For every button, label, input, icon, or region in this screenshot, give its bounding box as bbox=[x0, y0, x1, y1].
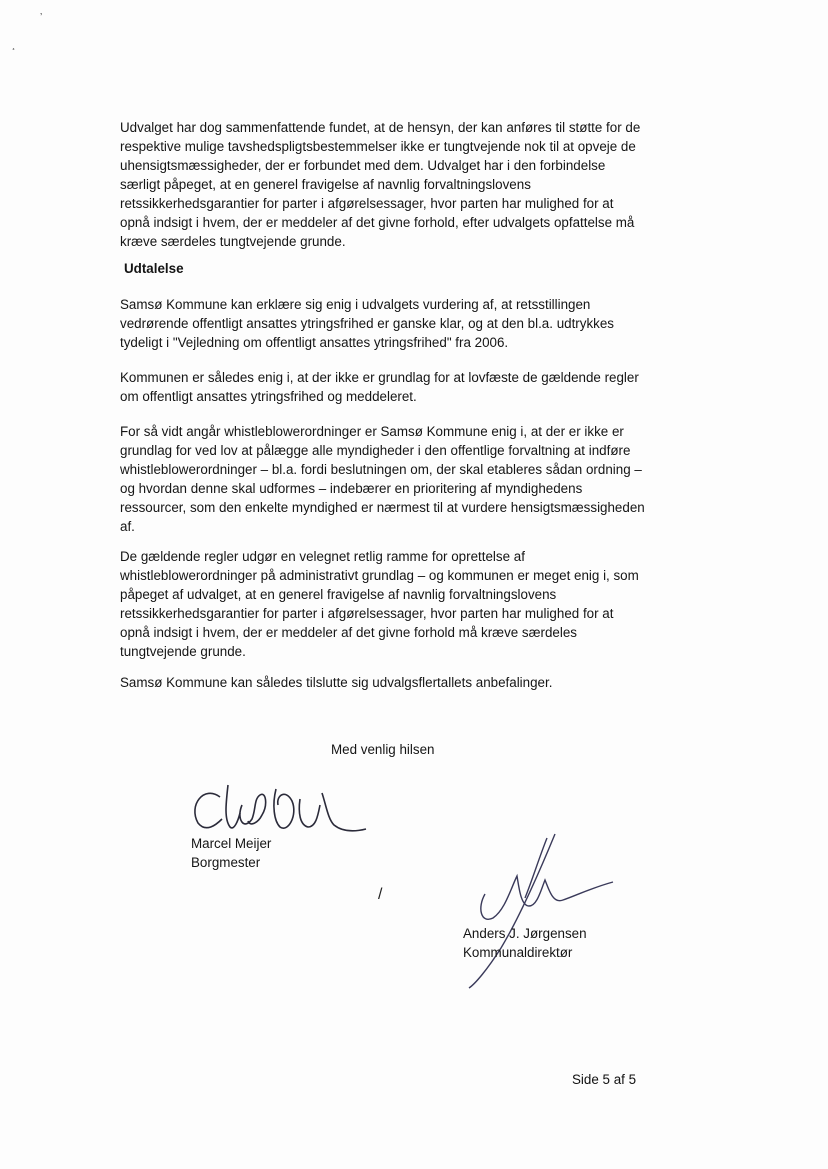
signatory-mayor bbox=[191, 834, 271, 872]
signature-director bbox=[455, 828, 625, 993]
paragraph-conclusion: Samsø Kommune kan således tilslutte sig udvalgsflertallets anbefalinger. bbox=[120, 675, 553, 690]
scan-speck: ¸ bbox=[12, 40, 16, 51]
page-number: Side 5 af 5 bbox=[572, 1072, 637, 1087]
signatory-name: Marcel Meijer bbox=[191, 836, 272, 851]
paragraph-whistleblower: For så vidt angår whistleblowerordninger er Samsø Kommune enig i, at der er ikke er grundlag for ved lov at pålægge alle myndigheder i den offentlige forvaltning at indføre whistleblowerordninger – bl.a. fordi beslutningen om, der skal etableres sådan ordning – og hvordan denne skal udformes – indebærer en prioritering af myndighedens ressourcer, som den enkelte myndighed er nærmest til at vurdere hensigtsmæssigheden af. bbox=[120, 424, 645, 534]
paragraph-no-legislation: Kommunen er således enig i, at der ikke er grundlag for at lovfæste de gældende regler om offentligt ansattes ytringsfrihed og meddeleret. bbox=[120, 370, 639, 404]
scan-speck: ’ bbox=[40, 12, 43, 23]
paragraph-legal-framework: De gældende regler udgør en velegnet retlig ramme for oprettelse af whistleblowerordninger på administrativt grundlag – og kommunen er meget enig i, som påpeget af udvalget, at en generel fravigelse af navnlig forvaltningslovens retssikkerhedsgarantier for parter i afgørelsessager, hvor parten har mulighed for at opnå indsigt i hvem, der er meddeler af det givne forhold må kræve særdeles tungtvejende grunde. bbox=[120, 549, 639, 659]
signatory-title: Borgmester bbox=[191, 855, 261, 870]
signatory-name: Anders J. Jørgensen bbox=[463, 926, 587, 941]
signatory-director bbox=[463, 924, 587, 962]
paragraph-agreement: Samsø Kommune kan erklære sig enig i udvalgets vurdering af, at retsstillingen vedrørende offentligt ansattes ytringsfrihed er ganske klar, og at den bl.a. udtrykkes tydeligt i "Vejledning om offentligt ansattes ytringsfrihed" fra 2006. bbox=[120, 297, 614, 350]
section-heading: Udtalelse bbox=[124, 261, 184, 276]
paragraph-committee-findings: Udvalget har dog sammenfattende fundet, at de hensyn, der kan anføres til støtte for de respektive mulige tavshedspligtsbestemmelser ikke er tungtvejende nok til at opveje de uhensigtsmæssigheder, der er forbundet med dem. Udvalget har i den forbindelse særligt påpeget, at en generel fravigelse af navnlig forvaltningslovens retssikkerhedsgarantier for parter i afgørelsessager, hvor parten har mulighed for at opnå indsigt i hvem, der er meddeler af det givne forhold, efter udvalgets opfattelse må kræve særdeles tungtvejende grunde. bbox=[120, 120, 641, 249]
signatory-title: Kommunaldirektør bbox=[463, 945, 573, 960]
stray-mark: / bbox=[378, 886, 383, 903]
closing-greeting: Med venlig hilsen bbox=[331, 742, 435, 757]
